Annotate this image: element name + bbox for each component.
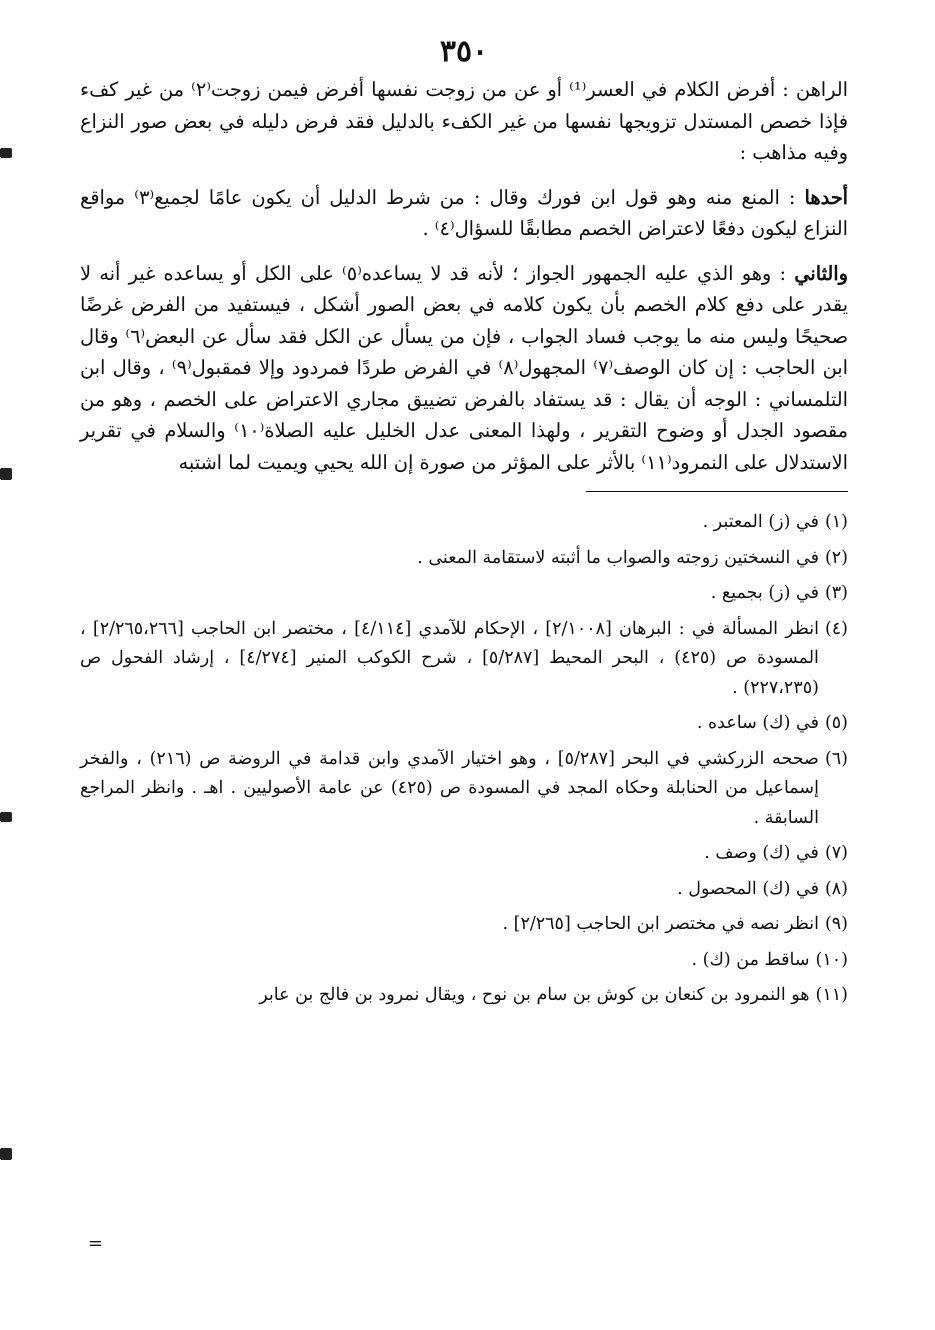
- paragraph-lead: والثاني: [794, 261, 848, 285]
- text-line: يقال : قد يستفاد بالفرض تضييق مجاري الاعتراض على الخصم ، وهو من مقصود: [80, 387, 848, 442]
- scan-edge-mark: [0, 468, 12, 480]
- footnote-text: صححه الزركشي في البحر [٥/٢٨٧] ، وهو اختيار الآمدي وابن قدامة في الروضة ص (٢١٦) ، والفخر إسماعيل من الحنابلة وحكاه المجد في المسودة ص (٤٢٥) عن عامة الأصوليين . اهـ . وانظر المراجع السابقة .: [80, 748, 819, 828]
- footnote-number: (٨): [824, 878, 848, 899]
- text-line: : المنع منه وهو قول ابن فورك وقال : من شرط الدليل أن يكون عامًا: [208, 185, 796, 209]
- scan-edge-mark: [0, 148, 12, 158]
- footnote: [80, 615, 848, 704]
- text-line: المجهول⁽٨⁾ في الفرض طردًا فمردود وإلا فمقبول⁽٩⁾ ، وقال ابن التلمساني : الوجه أن: [80, 356, 848, 411]
- page-number: ٣٥٠: [439, 34, 489, 69]
- text-line: أشكل ، فيستفيد من الفرض غرضًا صحيحًا وليس منه ما يوجب فساد الجواب ، فإن: [80, 293, 849, 348]
- footnote-text: انظر نصه في مختصر ابن الحاجب [٢/٢٦٥] .: [502, 914, 819, 934]
- paragraph-lead: أحدها: [804, 185, 848, 209]
- text-line: الاستدلال على النمرود⁽١١⁾ بالأثر على المؤثر من صورة إن الله يحيي ويميت لما اشتبه: [178, 450, 848, 474]
- footnote: [80, 946, 848, 976]
- footnote-text: هو النمرود بن كنعان بن كوش بن سام بن نوح ، ويقال نمرود بن فالج بن عابر: [259, 985, 810, 1005]
- footnote: [80, 544, 848, 574]
- footnote-number: (١١): [815, 985, 848, 1005]
- text-line: من غير كفء فإذا خصص المستدل تزويجها نفسها من غير الكفء بالدليل فقد فرض: [80, 78, 849, 133]
- footnote-text: انظر المسألة في : البرهان [٢/١٠٠٨] ، الإحكام للآمدي [٤/١١٤] ، مختصر ابن الحاجب [٢/٢٦٥،٢٦٦] ، المسودة ص (٤٢٥) ، البحر المحيط [٥/٢٨٧] ، شرح الكوكب المنير [٤/٢٧٤] ، إرشاد الفحول ص (٢٢٧،٢٣٥) .: [80, 618, 819, 698]
- paragraph-2: [80, 182, 848, 245]
- footnote: [80, 745, 848, 834]
- footnote-number: (٣): [824, 583, 848, 603]
- text-line: الجدل أو وضوح التقرير ، ولهذا المعنى عدل الخليل عليه الصلاة⁽١٠⁾ والسلام في تقرير: [80, 419, 784, 442]
- footnote: [80, 875, 848, 905]
- footnote: [80, 981, 848, 1011]
- paragraph-3: [80, 258, 848, 479]
- footnote-text: في (ز) بجميع .: [710, 583, 819, 603]
- text-line: دليله في بعض صور النزاع وفيه مذاهب :: [80, 109, 848, 164]
- footnote-number: (٧): [824, 843, 848, 863]
- main-text: [80, 74, 848, 478]
- footnote-text: ساقط من (ك) .: [691, 949, 810, 970]
- text-line: يساعده غير أنه لا يقدر على دفع كلام الخصم بأن يكون كلامه في بعض الصور: [80, 261, 848, 316]
- scan-edge-mark: [0, 1148, 12, 1160]
- footnote-number: (٦): [824, 748, 848, 769]
- page: [80, 30, 848, 1017]
- footnote-text: في (ك) المحصول .: [677, 878, 819, 899]
- footnote-number: (٩): [824, 914, 848, 934]
- footnote: [80, 839, 848, 869]
- footnote-text: في (ز) المعتبر .: [702, 512, 819, 532]
- footnote-number: (٤): [824, 618, 848, 639]
- text-line: الراهن : أفرض الكلام في العسر⁽¹⁾ أو عن من زوجت نفسها أفرض فيمن زوجت⁽٢⁾: [191, 78, 848, 101]
- footnotes: [80, 508, 848, 1011]
- text-line: : وهو الذي عليه الجمهور الجواز ؛ لأنه قد لا يساعده⁽٥⁾ على الكل أو: [232, 261, 786, 285]
- footnote-number: (٢): [824, 547, 848, 568]
- footnote-number: (١٠): [815, 949, 848, 970]
- footnote: [80, 508, 848, 538]
- text-line: لجميع⁽٣⁾ مواقع النزاع ليكون دفعًا لاعتراض الخصم مطابقًا للسؤال⁽٤⁾ .: [80, 185, 848, 240]
- footnote: [80, 579, 848, 609]
- footnote: [80, 709, 848, 739]
- footnote-number: (٥): [824, 713, 848, 733]
- scan-edge-mark: [0, 812, 12, 822]
- footnote-number: (١): [824, 512, 848, 532]
- footnote-divider: [586, 491, 848, 492]
- footnote-text: في (ك) وصف .: [704, 843, 819, 863]
- footnote-text: في النسختين زوجته والصواب ما أثبته لاستقامة المعنى .: [417, 547, 819, 568]
- text-line: من يسأل عن الكل فقد سأل عن البعض⁽٦⁾ وقال ابن الحاجب : إن كان الوصف⁽٧⁾: [80, 324, 848, 379]
- footnote: [80, 910, 848, 940]
- continuation-mark: =: [88, 1233, 104, 1254]
- paragraph-1: [80, 74, 848, 169]
- footnote-text: في (ك) ساعده .: [696, 713, 819, 733]
